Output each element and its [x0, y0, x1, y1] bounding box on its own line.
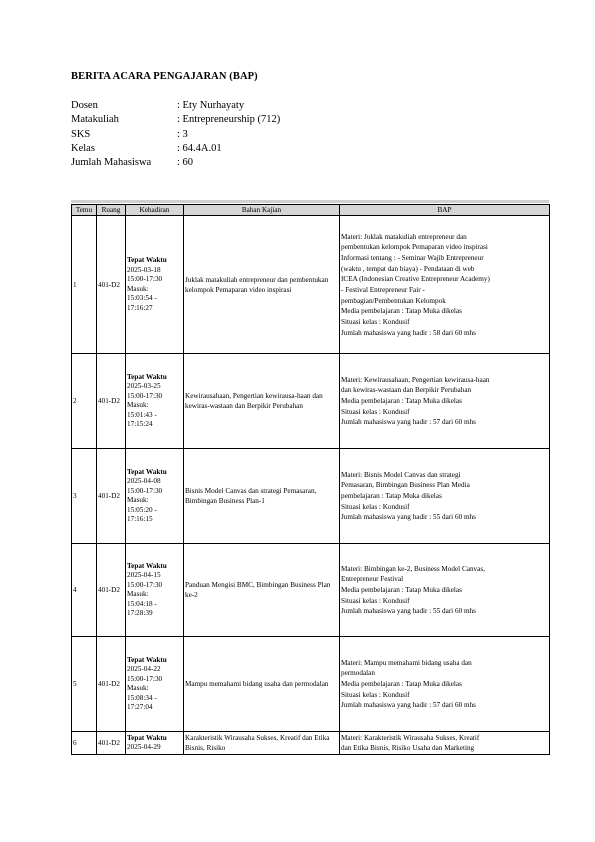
attendance-line: 15:03:54 -	[127, 294, 157, 303]
attendance-line: 17:27:04	[127, 703, 153, 712]
bap-line: Informasi tentang : - Seminar Wajib Entrepreneur	[341, 253, 484, 262]
cell-ruang: 401-D2	[97, 449, 126, 544]
cell-temu: 2	[72, 354, 97, 449]
cell-bap	[340, 216, 550, 354]
attendance-line: 15:08:34 -	[127, 693, 157, 702]
info-row	[71, 156, 280, 170]
attendance-line: 15:00-17:30	[127, 486, 163, 495]
info-value: : 3	[177, 128, 188, 140]
table-row	[72, 449, 550, 544]
col-header-temu: Temu	[72, 205, 97, 216]
attendance-line: 17:28:39	[127, 609, 153, 618]
table-row	[72, 637, 550, 732]
cell-ruang: 401-D2	[97, 544, 126, 637]
attendance-line: 17:16:27	[127, 303, 153, 312]
bap-line: Media pembelajaran : Tatap Muka dikelas	[341, 397, 462, 406]
attendance-line: 2025-04-15	[127, 571, 161, 580]
attendance-line: 17:16:15	[127, 515, 153, 524]
bap-line: dan Etika Bisnis, Risiko Usaha dan Marketing	[341, 744, 475, 753]
cell-kehadiran	[126, 544, 184, 637]
bap-line: Pemasaran, Bimbingan Business Plan Media	[341, 481, 470, 490]
cell-ruang: 401-D2	[97, 216, 126, 354]
course-info	[71, 99, 280, 170]
attendance-line: 2025-04-22	[127, 665, 161, 674]
bap-line: Materi: Bisnis Model Canvas dan strategi	[341, 470, 461, 479]
bap-line: - Festival Entrepreneur Fair -	[341, 285, 425, 294]
attendance-line: 2025-03-25	[127, 382, 161, 391]
attendance-line: Masuk:	[127, 590, 149, 599]
attendance-line: 2025-04-29	[127, 743, 161, 752]
info-row	[71, 113, 280, 127]
table-row	[72, 354, 550, 449]
bap-line: Materi: Bimbingan ke-2, Business Model Canvas,	[341, 564, 485, 573]
cell-bap	[340, 637, 550, 732]
cell-ruang: 401-D2	[97, 732, 126, 755]
cell-bahan-kajian: Mampu memahami bidang usaha dan permodalan	[184, 637, 340, 732]
cell-temu: 4	[72, 544, 97, 637]
info-row	[71, 99, 280, 113]
info-label: SKS	[71, 128, 91, 140]
cell-bahan-kajian: Juklak matakuliah entrepreneur dan pembentukan kelompok Pemaparan video inspirasi	[184, 216, 340, 354]
bap-line: Jumlah mahasiswa yang hadir : 57 dari 60 mhs	[341, 701, 476, 710]
attendance-line: 15:00-17:30	[127, 391, 163, 400]
cell-bahan-kajian: Karakteristik Wirausaha Sukses, Kreatif dan Etika Bisnis, Risiko	[184, 732, 340, 755]
bap-line: Situasi kelas : Kondusif	[341, 596, 410, 605]
attendance-line: Masuk:	[127, 684, 149, 693]
attendance-line: 15:00-17:30	[127, 674, 163, 683]
info-label: Jumlah Mahasiswa	[71, 157, 152, 169]
attendance-line: Tepat Waktu	[127, 256, 167, 265]
cell-bahan-kajian: Bisnis Model Canvas dan strategi Pemasaran, Bimbingan Business Plan-1	[184, 449, 340, 544]
bap-line: Jumlah mahasiswa yang hadir : 55 dari 60 mhs	[341, 513, 476, 522]
cell-temu: 3	[72, 449, 97, 544]
bap-line: Materi: Kewirausahaan, Pengertian kewirausa-haan	[341, 375, 490, 384]
info-label: Kelas	[71, 142, 95, 154]
document-title: BERITA ACARA PENGAJARAN (BAP)	[71, 71, 258, 82]
attendance-line: 17:15:24	[127, 420, 153, 429]
bap-line: Materi: Karakteristik Wirausaha Sukses, Kreatif	[341, 733, 480, 742]
bap-line: Materi: Mampu memahami bidang usaha dan	[341, 658, 472, 667]
col-header-bahan-kajian: Bahan Kajian	[184, 205, 340, 216]
bap-line: Media pembelajaran : Tatap Muka dikelas	[341, 680, 462, 689]
bap-line: ICEA (Indonesian Creative Entrepreneur Academy)	[341, 275, 490, 284]
attendance-line: 2025-04-08	[127, 477, 161, 486]
info-value: : 64.4A.01	[177, 142, 222, 154]
attendance-line: 15:05:20 -	[127, 505, 157, 514]
attendance-line: Masuk:	[127, 284, 149, 293]
cell-kehadiran	[126, 216, 184, 354]
attendance-line: Tepat Waktu	[127, 372, 167, 381]
bap-line: Situasi kelas : Kondusif	[341, 317, 410, 326]
info-value: : 60	[177, 157, 194, 169]
attendance-line: Masuk:	[127, 496, 149, 505]
attendance-line: Masuk:	[127, 401, 149, 410]
table-row	[72, 544, 550, 637]
bap-line: permodalan	[341, 669, 375, 678]
bap-line: pembelajaran : Tatap Muka dikelas	[341, 492, 442, 501]
attendance-line: Tepat Waktu	[127, 733, 167, 742]
attendance-line: Tepat Waktu	[127, 561, 167, 570]
bap-line: Jumlah mahasiswa yang hadir : 55 dari 60 mhs	[341, 607, 476, 616]
attendance-line: Tepat Waktu	[127, 655, 167, 664]
attendance-line: 15:00-17:30	[127, 275, 163, 284]
info-row	[71, 128, 280, 142]
bap-line: Media pembelajaran : Tatap Muka dikelas	[341, 586, 462, 595]
cell-temu: 5	[72, 637, 97, 732]
col-header-ruang: Ruang	[97, 205, 126, 216]
info-label: Dosen	[71, 100, 98, 111]
cell-bap	[340, 544, 550, 637]
bap-line: (waktu , tempat dan biaya) - Pendataan di web	[341, 264, 475, 273]
bap-line: Media pembelajaran : Tatap Muka dikelas	[341, 307, 462, 316]
table-row	[72, 216, 550, 354]
attendance-line: Tepat Waktu	[127, 467, 167, 476]
bap-line: Jumlah mahasiswa yang hadir : 57 dari 60 mhs	[341, 418, 476, 427]
cell-bahan-kajian: Kewirausahaan, Pengertian kewirausa-haan dan kewiras-wastaan dan Berpikir Perubahan	[184, 354, 340, 449]
info-value: : Entrepreneurship (712)	[177, 114, 281, 126]
bap-line: Jumlah mahasiswa yang hadir : 58 dari 60 mhs	[341, 328, 476, 337]
bap-line: pembagian/Pembentukan Kelompok	[341, 296, 446, 305]
bap-line: Situasi kelas : Kondusif	[341, 407, 410, 416]
cell-bap	[340, 449, 550, 544]
info-value: : Ety Nurhayaty	[177, 100, 245, 111]
info-row	[71, 142, 280, 156]
bap-line: Situasi kelas : Kondusif	[341, 690, 410, 699]
cell-kehadiran	[126, 637, 184, 732]
cell-kehadiran	[126, 449, 184, 544]
attendance-line: 15:04:18 -	[127, 599, 157, 608]
table-row	[72, 732, 550, 755]
cell-ruang: 401-D2	[97, 354, 126, 449]
bap-line: Situasi kelas : Kondusif	[341, 502, 410, 511]
bap-line: Materi: Juklak matakuliah entrepreneur dan	[341, 232, 467, 241]
col-header-bap: BAP	[340, 205, 550, 216]
bap-line: dan kewiras-wastaan dan Berpikir Perubahan	[341, 386, 472, 395]
table-header-row	[72, 205, 550, 216]
cell-bahan-kajian: Panduan Mengisi BMC, Bimbingan Business Plan ke-2	[184, 544, 340, 637]
cell-bap	[340, 732, 550, 755]
bap-table	[71, 204, 550, 755]
cell-bap	[340, 354, 550, 449]
bap-line: Entrepreneur Festival	[341, 575, 404, 584]
cell-temu: 6	[72, 732, 97, 755]
header-rule	[71, 200, 549, 203]
cell-kehadiran	[126, 354, 184, 449]
cell-ruang: 401-D2	[97, 637, 126, 732]
cell-temu: 1	[72, 216, 97, 354]
attendance-line: 15:00-17:30	[127, 580, 163, 589]
cell-kehadiran	[126, 732, 184, 755]
attendance-line: 15:01:43 -	[127, 410, 157, 419]
bap-line: pembentukan kelompok Pemaparan video inspirasi	[341, 243, 488, 252]
col-header-kehadiran: Kehadiran	[126, 205, 184, 216]
info-label: Matakuliah	[71, 114, 119, 126]
attendance-line: 2025-03-18	[127, 265, 161, 274]
